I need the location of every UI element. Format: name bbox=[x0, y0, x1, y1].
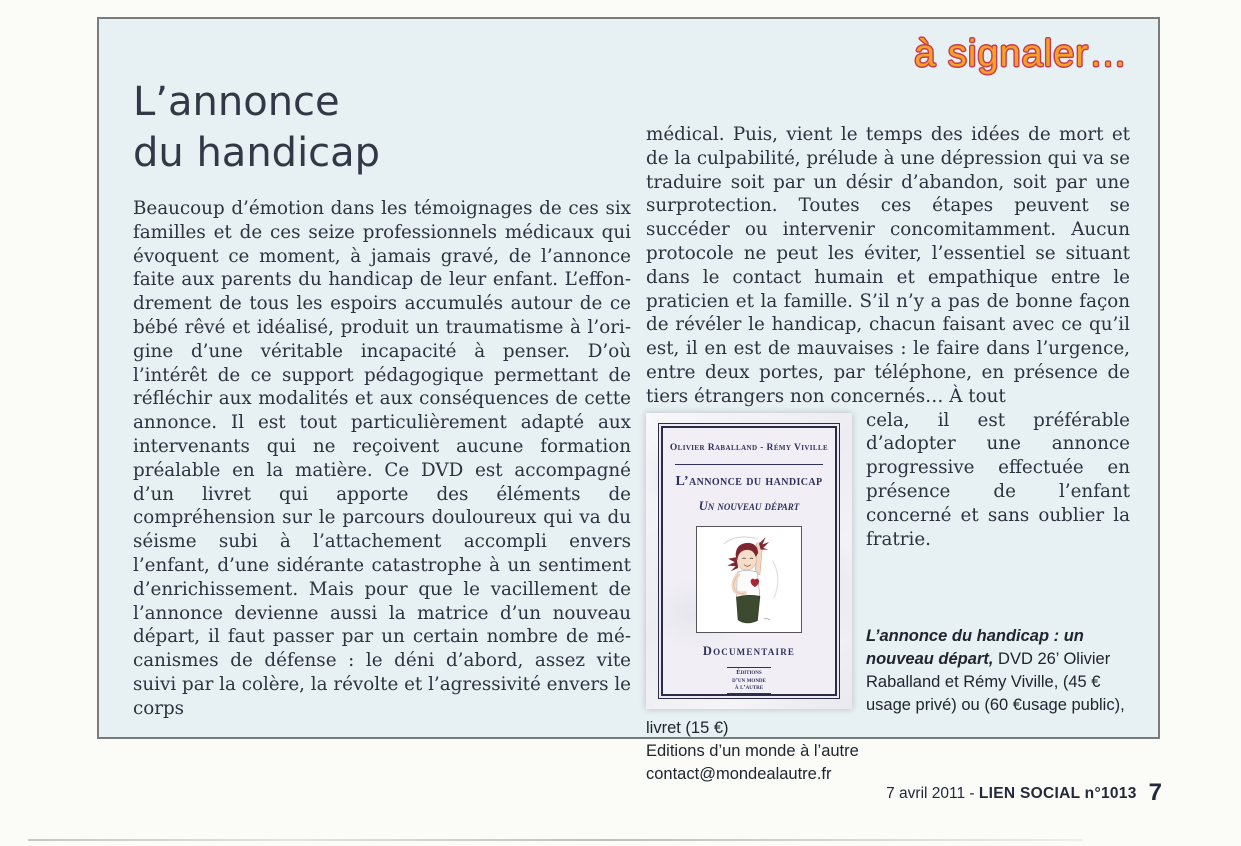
cover-subtitle: Un nouveau départ bbox=[698, 499, 800, 514]
article-title-line2: du handicap bbox=[133, 130, 381, 176]
caption-email: contact@mondealautre.fr bbox=[646, 765, 832, 784]
page-footer bbox=[886, 779, 1162, 807]
cover-publisher-logo bbox=[727, 667, 771, 694]
dvd-cover-photo bbox=[646, 413, 852, 709]
cover-title: L’annonce du handicap bbox=[675, 474, 823, 490]
cover-publisher-line2: d’un monde bbox=[732, 676, 766, 684]
article-title bbox=[133, 77, 380, 179]
dvd-cover bbox=[658, 423, 840, 699]
scan-artifact-line bbox=[28, 839, 1083, 841]
cover-genre: Documentaire bbox=[702, 644, 796, 659]
article-text-right-wrap: cela, il est préférable d’adopter une annonce progressive effectuée en présence de l’enfant concerné et sans oublier la fratrie. bbox=[866, 409, 1130, 550]
cover-authors: Olivier Raballand - Rémy Viville bbox=[669, 442, 829, 453]
caption-publisher: Editions d’un monde à l’autre bbox=[646, 742, 859, 761]
article-text-left: Beaucoup d’émotion dans les témoignages de ces six familles et de ces seize professionnels médicaux qui évoquent ce moment, à jamais gravé, de l’annonce faite aux parents du handicap de leur enfant. L’effondrement de tous les espoirs accumulés autour de ce bébé rêvé et idéalisé, produit un traumatisme à l’origine d’une véritable incapacité à penser. D’où l’intérêt de ce support pédagogique permettant de réfléchir aux modalités et aux conséquences de cette annonce. Il est tout particulièrement adapté aux intervenants qui ne reçoivent aucune formation préalable en la matière. Ce DVD est accompagné d’un livret qui apporte des éléments de compréhension sur le parcours douloureux qui va du séisme subi à l’attachement accompli envers l’enfant, d’une sidérante catastrophe à un sentiment d’enrichissement. Mais pour que le vacillement de l’annonce devienne aussi la matrice d’un nouveau départ, il faut passer par un certain nombre de mécanismes de défense : le déni d’abord, assez vite suivi par la colère, la révolte et l’agressivité envers le corps bbox=[133, 198, 631, 719]
footer-date: 7 avril 2011 - bbox=[886, 785, 979, 802]
girl-illustration bbox=[696, 526, 802, 633]
section-header: à signaler… bbox=[914, 33, 1128, 75]
article-column-left bbox=[133, 197, 631, 721]
article-column-right bbox=[646, 123, 1130, 786]
caption-title: L’annonce du handicap : un nouveau départ, bbox=[866, 627, 1084, 669]
footer-magazine-name: LIEN SOCIAL n°1013 bbox=[978, 785, 1137, 802]
cover-publisher-line1: Éditions bbox=[736, 669, 762, 677]
article-panel bbox=[97, 17, 1160, 784]
caption-details: DVD 26’ Olivier Raballand et Rémy Viville, (45 € usage privé) ou (60 €usage public), livret (15 €) bbox=[646, 650, 1125, 738]
article-title-line1: L’annonce bbox=[133, 79, 340, 125]
footer-page-number: 7 bbox=[1148, 779, 1162, 806]
article-text-right-top: médical. Puis, vient le temps des idées de mort et de la culpabilité, prélude à une dépression qui va se traduire soit par un désir d’abandon, soit par une surprotection. Toutes ces étapes peuvent se succéder ou intervenir concomitamment. Aucun protocole ne peut les éviter, l’essentiel se situant dans le contact humain et empathique entre le praticien et la famille. S’il n’y a pas de bonne façon de révéler le handicap, chacun faisant avec ce qu’il est, il en est de mauvaises : le faire dans l’urgence, entre deux portes, par téléphone, en présence de tiers étrangers non concernés… À tout bbox=[646, 124, 1130, 407]
cover-publisher-line3: à l’autre bbox=[734, 684, 764, 692]
cover-divider bbox=[675, 464, 823, 465]
